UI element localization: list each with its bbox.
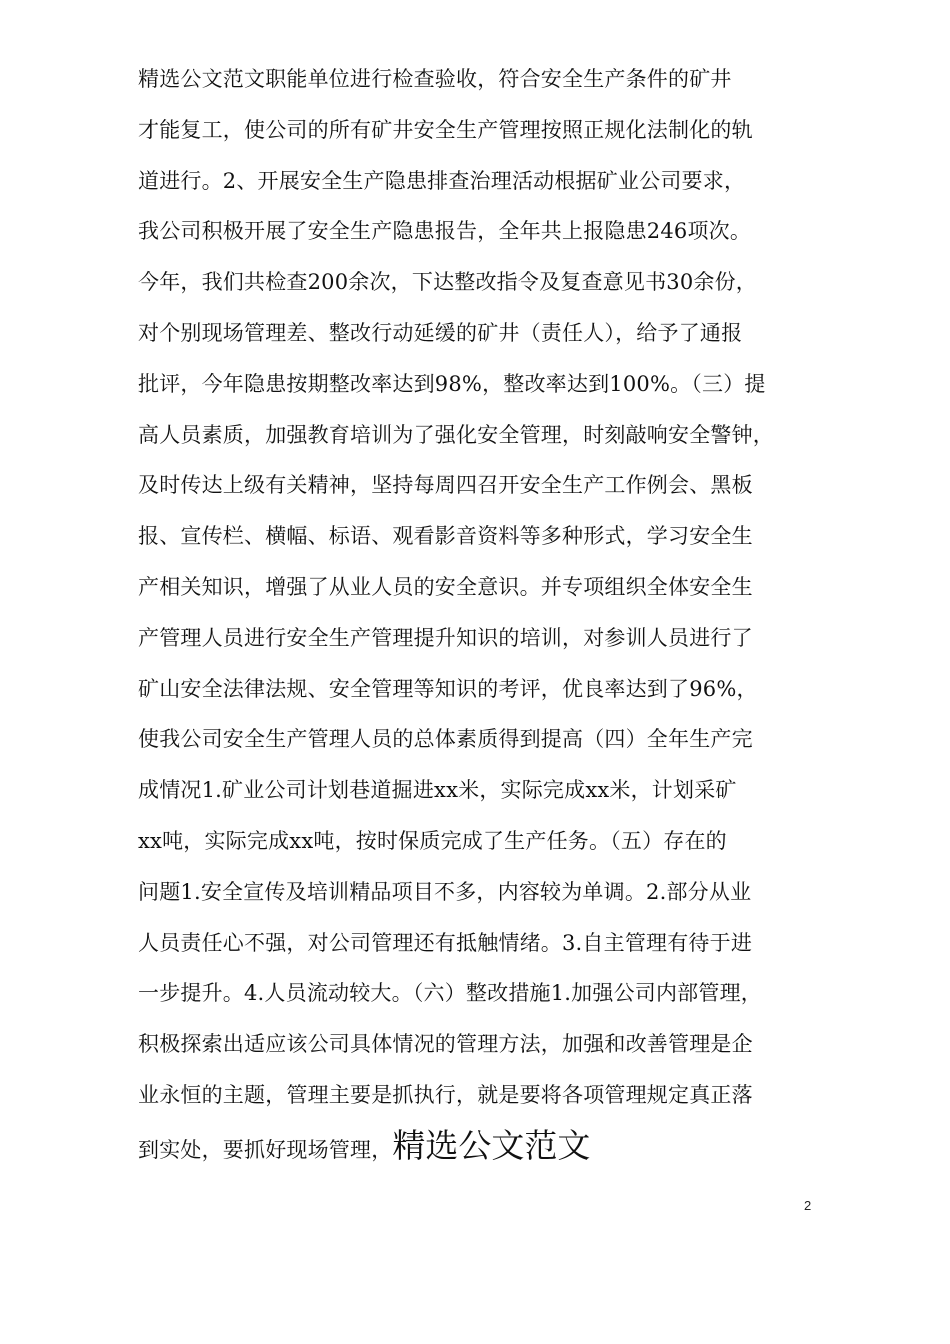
text-line: 问题1.安全宣传及培训精品项目不多，内容较为单调。2.部分从业 xyxy=(138,879,752,904)
text-line: 才能复工，使公司的所有矿井安全生产管理按照正规化法制化的轨 xyxy=(138,117,753,142)
text-line: 产管理人员进行安全生产管理提升知识的培训，对参训人员进行了 xyxy=(138,625,753,650)
text-line: 批评，今年隐患按期整改率达到98%，整改率达到100%。（三）提 xyxy=(138,371,766,396)
text-line: 今年，我们共检查200余次，下达整改指令及复查意见书30余份， xyxy=(138,270,758,295)
text-line: 积极探索出适应该公司具体情况的管理方法，加强和改善管理是企 xyxy=(138,1032,753,1057)
text-line: 我公司积极开展了安全生产隐患报告，全年共上报隐患246项次。 xyxy=(138,219,752,244)
last-line-text: 到实处，要抓好现场管理， xyxy=(138,1137,393,1162)
body-text xyxy=(138,60,838,1178)
page-number: 2 xyxy=(804,1198,812,1213)
text-line: 报、宣传栏、横幅、标语、观看影音资料等多种形式，学习安全生 xyxy=(138,524,753,549)
text-line: 矿山安全法律法规、安全管理等知识的考评，优良率达到了96%， xyxy=(138,676,758,701)
text-line: 使我公司安全生产管理人员的总体素质得到提高（四）全年生产完 xyxy=(138,727,753,752)
text-line: 人员责任心不强，对公司管理还有抵触情绪。3.自主管理有待于进 xyxy=(138,930,753,955)
footer-mark: 精选公文范文 xyxy=(392,1125,591,1165)
text-line: xx吨，实际完成xx吨，按时保质完成了生产任务。（五）存在的 xyxy=(138,828,727,853)
text-line: 一步提升。4.人员流动较大。（六）整改措施1.加强公司内部管理， xyxy=(138,981,762,1006)
text-line: 产相关知识，增强了从业人员的安全意识。并专项组织全体安全生 xyxy=(138,574,753,599)
last-text-line xyxy=(138,1127,838,1178)
text-line: 业永恒的主题，管理主要是抓执行，就是要将各项管理规定真正落 xyxy=(138,1082,753,1107)
text-line: 对个别现场管理差、整改行动延缓的矿井（责任人），给予了通报 xyxy=(138,320,743,345)
text-line: 精选公文范文职能单位进行检查验收，符合安全生产条件的矿井 xyxy=(138,67,732,91)
text-line: 成情况1.矿业公司计划巷道掘进xx米，实际完成xx米，计划采矿 xyxy=(138,778,737,803)
text-line: 高人员素质，加强教育培训为了强化安全管理，时刻敲响安全警钟， xyxy=(138,422,774,447)
text-line: 道进行。2、开展安全生产隐患排查治理活动根据矿业公司要求， xyxy=(138,168,746,193)
text-line: 及时传达上级有关精神，坚持每周四召开安全生产工作例会、黑板 xyxy=(138,473,753,498)
